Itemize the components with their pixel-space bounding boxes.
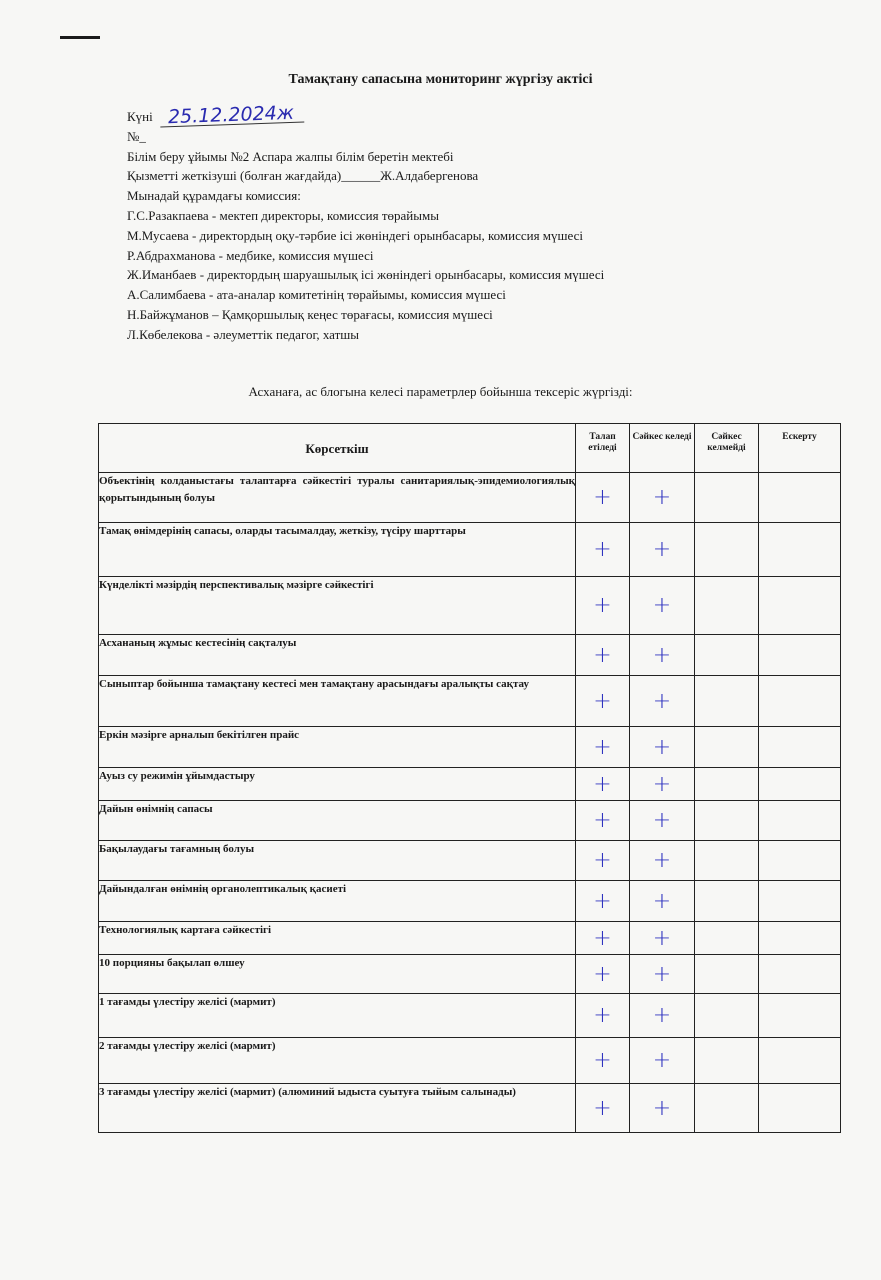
mark-required: + — [576, 577, 630, 635]
mark-matches: + — [630, 768, 695, 801]
row-name: 10 порцияны бақылап өлшеу — [99, 955, 576, 994]
table-row — [99, 768, 841, 801]
header-matches: Сәйкес келеді — [630, 424, 695, 473]
mark-not-matches — [695, 1084, 759, 1133]
mark-required: + — [576, 473, 630, 523]
row-name: Тамақ өнімдерінің сапасы, оларды тасымалдау, жеткізу, түсіру шарттары — [99, 523, 576, 577]
mark-required: + — [576, 1084, 630, 1133]
header-note: Ескерту — [759, 424, 841, 473]
commission-member: Г.С.Разакпаева - мектеп директоры, комиссия төрайымы — [127, 207, 439, 223]
mark-required: + — [576, 635, 630, 676]
document-title: Тамақтану сапасына мониторинг жүргізу актісі — [288, 72, 593, 87]
mark-matches: + — [630, 1038, 695, 1084]
mark-not-matches — [695, 994, 759, 1038]
mark-matches: + — [630, 635, 695, 676]
number-line: №_ — [127, 128, 146, 144]
commission-member: М.Мусаева - директордың оқу-тәрбие ісі жөніндегі орынбасары, комиссия мүшесі — [127, 227, 584, 243]
note-cell — [759, 801, 841, 841]
commission-member: Ж.Иманбаев - директордың шаруашылық ісі жөніндегі орынбасары, комиссия мүшесі — [127, 267, 605, 283]
mark-required: + — [576, 768, 630, 801]
row-name: Еркін мәзірге арналып бекітілген прайс — [99, 727, 576, 768]
table-row — [99, 473, 841, 523]
table-row — [99, 1084, 841, 1133]
table-row — [99, 676, 841, 727]
mark-matches: + — [630, 955, 695, 994]
table-row — [99, 577, 841, 635]
table-row — [99, 801, 841, 841]
mark-matches: + — [630, 922, 695, 955]
note-cell — [759, 635, 841, 676]
header-indicator: Көрсеткіш — [99, 424, 576, 473]
note-cell — [759, 994, 841, 1038]
note-cell — [759, 955, 841, 994]
date-label: Күні — [127, 109, 153, 124]
mark-required: + — [576, 523, 630, 577]
row-name: Бақылаудағы тағамның болуы — [99, 841, 576, 881]
row-name: Дайындалған өнімнің органолептикалық қасиеті — [99, 881, 576, 922]
date-value-handwritten: 25.12.2024ж — [160, 103, 304, 127]
note-cell — [759, 577, 841, 635]
intro-text: Асханаға, ас блогына келесі параметрлер бойынша тексеріс жүргізді: — [248, 384, 633, 399]
row-name: 2 тағамды үлестіру желісі (мармит) — [99, 1038, 576, 1084]
mark-required: + — [576, 841, 630, 881]
mark-not-matches — [695, 841, 759, 881]
commission-member: Р.Абдрахманова - медбике, комиссия мүшесі — [127, 247, 374, 263]
mark-required: + — [576, 881, 630, 922]
table-header-row — [99, 424, 841, 473]
mark-not-matches — [695, 727, 759, 768]
table-row — [99, 955, 841, 994]
date-line — [127, 101, 604, 129]
mark-not-matches — [695, 922, 759, 955]
mark-required: + — [576, 955, 630, 994]
header-required: Талап етіледі — [576, 424, 630, 473]
mark-not-matches — [695, 801, 759, 841]
mark-not-matches — [695, 473, 759, 523]
mark-matches: + — [630, 727, 695, 768]
note-cell — [759, 1084, 841, 1133]
row-name: 3 тағамды үлестіру желісі (мармит) (алюминий ыдыста суытуға тыйым салынады) — [99, 1084, 576, 1133]
mark-not-matches — [695, 676, 759, 727]
note-cell — [759, 523, 841, 577]
note-cell — [759, 727, 841, 768]
mark-matches: + — [630, 577, 695, 635]
note-cell — [759, 922, 841, 955]
mark-required: + — [576, 1038, 630, 1084]
note-cell — [759, 881, 841, 922]
mark-matches: + — [630, 801, 695, 841]
row-name: 1 тағамды үлестіру желісі (мармит) — [99, 994, 576, 1038]
mark-not-matches — [695, 955, 759, 994]
row-name: Дайын өнімнің сапасы — [99, 801, 576, 841]
mark-required: + — [576, 922, 630, 955]
table-row — [99, 881, 841, 922]
table-row — [99, 635, 841, 676]
mark-not-matches — [695, 635, 759, 676]
row-name: Ауыз су режимін ұйымдастыру — [99, 768, 576, 801]
row-name: Күнделікті мәзірдің перспективалық мәзірге сәйкестігі — [99, 577, 576, 635]
mark-required: + — [576, 727, 630, 768]
header-block — [127, 101, 605, 345]
mark-matches: + — [630, 676, 695, 727]
school-line: Білім беру ұйымы №2 Аспара жалпы білім беретін мектебі — [127, 148, 454, 164]
commission-member: А.Салимбаева - ата-аналар комитетінің төрайымы, комиссия мүшесі — [127, 287, 506, 303]
commission-member: Л.Көбелекова - әлеуметтік педагог, хатшы — [127, 326, 360, 342]
note-cell — [759, 473, 841, 523]
row-name: Объектінің колданыстағы талаптарға сәйкестігі туралы санитариялық-эпидемиологиялық қорытындының болуы — [99, 473, 576, 523]
mark-not-matches — [695, 768, 759, 801]
mark-not-matches — [695, 577, 759, 635]
note-cell — [759, 1038, 841, 1084]
table-row — [99, 841, 841, 881]
mark-matches: + — [630, 1084, 695, 1133]
header-not-matches: Сәйкес келмейді — [695, 424, 759, 473]
mark-matches: + — [630, 994, 695, 1038]
note-cell — [759, 768, 841, 801]
row-name: Асхананың жұмыс кестесінің сақталуы — [99, 635, 576, 676]
mark-matches: + — [630, 881, 695, 922]
row-name: Сыныптар бойынша тамақтану кестесі мен тамақтану арасындағы аралықты сақтау — [99, 676, 576, 727]
mark-required: + — [576, 994, 630, 1038]
criteria-table — [98, 423, 841, 1133]
table-row — [99, 922, 841, 955]
mark-not-matches — [695, 523, 759, 577]
mark-not-matches — [695, 1038, 759, 1084]
mark-required: + — [576, 676, 630, 727]
mark-required: + — [576, 801, 630, 841]
note-cell — [759, 841, 841, 881]
row-name: Технологиялық картаға сәйкестігі — [99, 922, 576, 955]
supplier-line: Қызметті жеткізуші (болған жағдайда)______Ж.Алдабергенова — [127, 168, 479, 184]
page-corner-mark — [60, 36, 100, 39]
commission-header: Мынадай құрамдағы комиссия: — [127, 188, 301, 204]
mark-matches: + — [630, 523, 695, 577]
table-row — [99, 1038, 841, 1084]
table-row — [99, 727, 841, 768]
commission-member: Н.Байжұманов – Қамқоршылық кеңес төрағасы, комиссия мүшесі — [127, 306, 493, 322]
mark-not-matches — [695, 881, 759, 922]
note-cell — [759, 676, 841, 727]
mark-matches: + — [630, 841, 695, 881]
mark-matches: + — [630, 473, 695, 523]
table-row — [99, 994, 841, 1038]
table-row — [99, 523, 841, 577]
